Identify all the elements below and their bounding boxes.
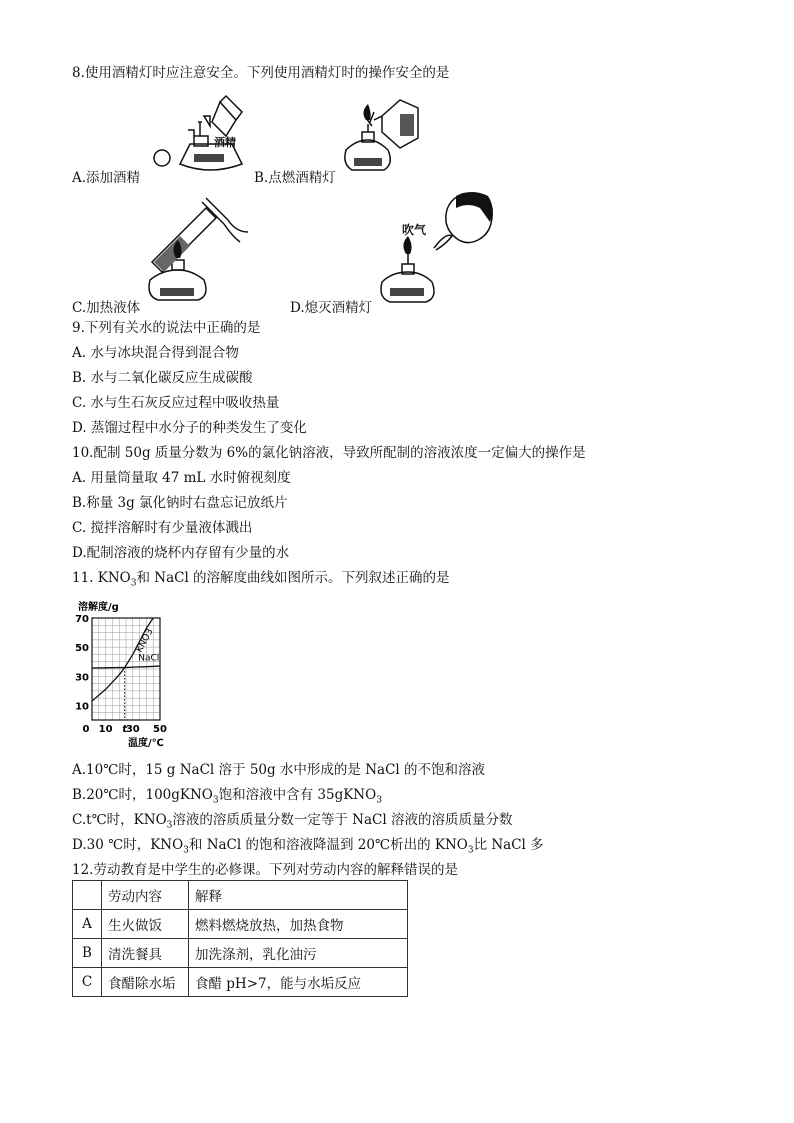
q12-table bbox=[72, 880, 408, 997]
q11-option-d: D.30 ℃时，$KNO_3$和 NaCl 的饱和溶液降温到 20℃析出的 $KNO_3$比 NaCl 多 bbox=[72, 837, 544, 856]
header-labor: 劳动内容 bbox=[102, 881, 189, 910]
q10-stem: 10.配制 50g 质量分数为 6%的氯化钠溶液，导致所配制的溶液浓度一定偏大的操作是 bbox=[72, 445, 586, 461]
y-tick-label: 70 bbox=[75, 614, 89, 625]
q9-stem: 9.下列有关水的说法中正确的是 bbox=[72, 320, 261, 336]
solubility-chart bbox=[72, 598, 172, 748]
q11-option-c: C.t℃时，$KNO_3$溶液的溶质质量分数一定等于 NaCl 溶液的溶质质量分数 bbox=[72, 812, 513, 831]
y-tick-label: 10 bbox=[75, 701, 89, 713]
x-tick-label: t bbox=[122, 724, 128, 735]
q10-option-d: D.配制溶液的烧杯内存留有少量的水 bbox=[72, 545, 290, 561]
kno3-label: KNO3 bbox=[134, 627, 156, 655]
q9-option-d: D. 蒸馏过程中水分子的种类发生了变化 bbox=[72, 420, 307, 436]
q10-option-a: A. 用量筒量取 47 mL 水时俯视刻度 bbox=[72, 470, 291, 486]
q9-option-c: C. 水与生石灰反应过程中吸收热量 bbox=[72, 395, 280, 411]
nacl-label: NaCl bbox=[138, 653, 160, 664]
heat-liquid-figure bbox=[140, 196, 252, 304]
fig-a-label: 酒精 bbox=[214, 136, 236, 149]
x-tick-label: 50 bbox=[153, 724, 167, 735]
q10-option-c: C. 搅拌溶解时有少量液体溅出 bbox=[72, 520, 253, 536]
y-axis-label: 溶解度/g bbox=[78, 602, 119, 613]
q11-stem: 11. $KNO_3$和 NaCl 的溶解度曲线如图所示。下列叙述正确的是 bbox=[72, 570, 450, 589]
light-lamp-figure bbox=[338, 96, 422, 176]
table-row: B 清洗餐具 加洗涤剂，乳化油污 bbox=[73, 939, 408, 968]
q11-option-b: B.20℃时，100gKNO$_3$饱和溶液中含有 35gKNO$_3$ bbox=[72, 787, 382, 806]
x-tick-label: 0 bbox=[82, 724, 90, 735]
y-tick-label: 50 bbox=[75, 643, 89, 655]
q8-option-a: A.添加酒精 bbox=[72, 170, 141, 186]
header-explain: 解释 bbox=[189, 881, 408, 910]
table-header-row bbox=[73, 881, 408, 910]
x-tick-label: 30 bbox=[125, 724, 140, 735]
add-alcohol-figure bbox=[150, 92, 250, 176]
fig-d-label: 吹气 bbox=[402, 223, 427, 237]
q10-option-b: B.称量 3g 氯化钠时右盘忘记放纸片 bbox=[72, 495, 288, 511]
q8-option-d: D.熄灭酒精灯 bbox=[290, 300, 373, 316]
q12-stem: 12.劳动教育是中学生的必修课。下列对劳动内容的解释错误的是 bbox=[72, 862, 458, 878]
q11-option-a: A.10℃时，15 g NaCl 溶于 50g 水中形成的是 NaCl 的不饱和溶液 bbox=[72, 762, 486, 778]
x-tick-label: 10 bbox=[98, 724, 113, 735]
q9-option-a: A. 水与冰块混合得到混合物 bbox=[72, 345, 239, 361]
blow-out-figure bbox=[376, 188, 496, 304]
q8-option-c: C.加热液体 bbox=[72, 300, 141, 316]
q9-option-b: B. 水与二氧化碳反应生成碳酸 bbox=[72, 370, 253, 386]
q8-option-b: B.点燃酒精灯 bbox=[254, 170, 336, 186]
x-axis-label: 温度/℃ bbox=[128, 738, 164, 748]
table-row: A 生火做饭 燃料燃烧放热，加热食物 bbox=[73, 910, 408, 939]
y-tick-label: 30 bbox=[75, 672, 89, 684]
q8-stem: 8.使用酒精灯时应注意安全。下列使用酒精灯时的操作安全的是 bbox=[72, 65, 450, 81]
table-row: C 食醋除水垢 食醋 pH>7，能与水垢反应 bbox=[73, 968, 408, 997]
